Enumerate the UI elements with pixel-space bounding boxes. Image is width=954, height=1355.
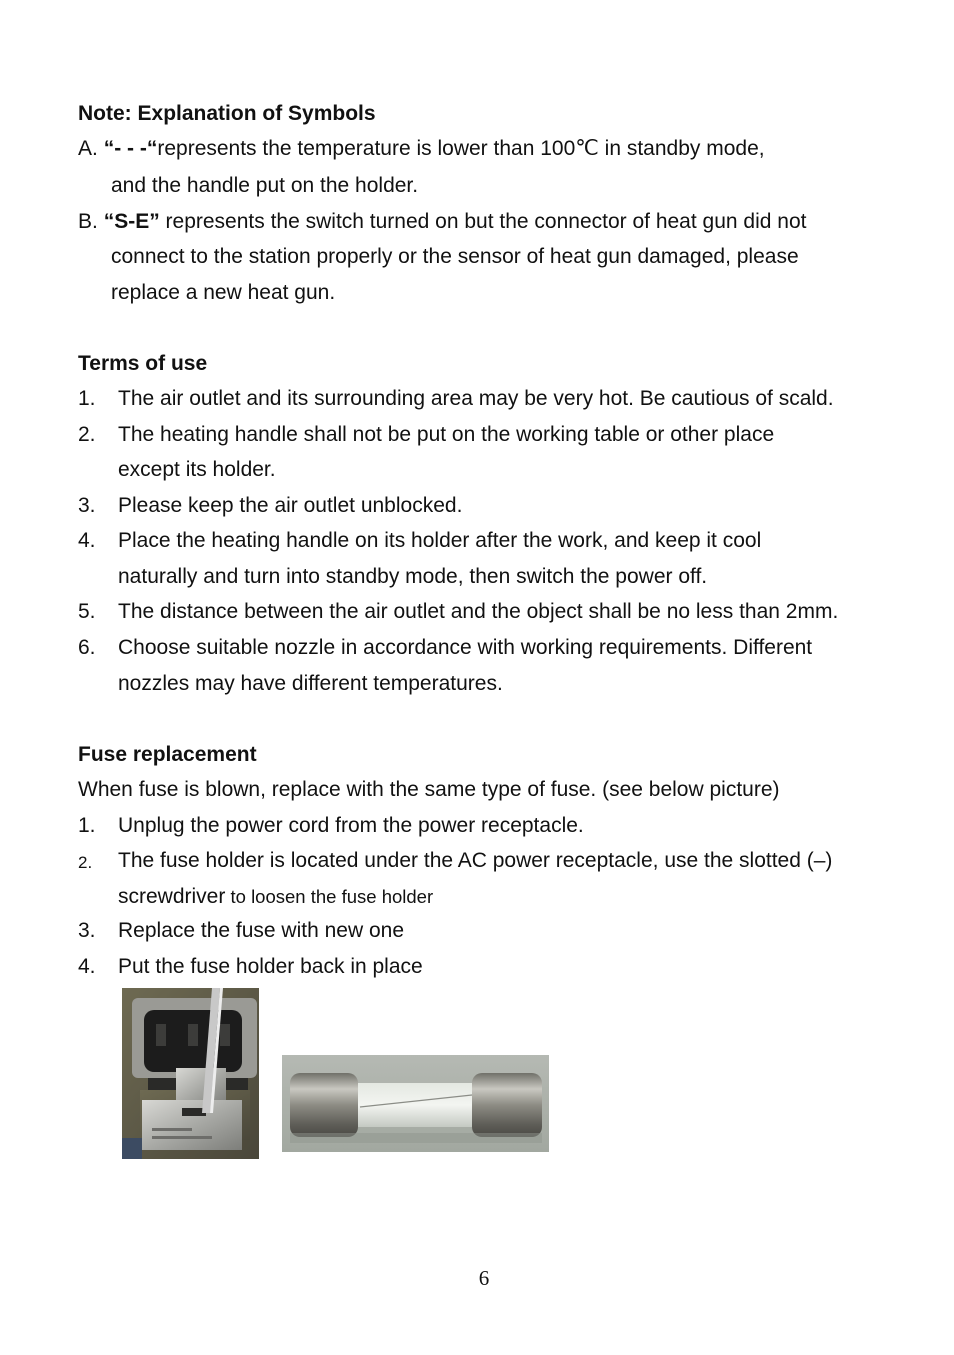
terms-item-1-line-1: The air outlet and its surrounding area may be very hot. Be cautious of scald. [118, 387, 834, 410]
page-number: 6 [478, 1266, 490, 1290]
fuse-item-3-line-1: Replace the fuse with new one [118, 919, 405, 942]
symbol-b-prefix: B. [78, 210, 104, 233]
terms-item-3-line-1: Please keep the air outlet unblocked. [118, 494, 463, 517]
symbol-b-text-1: represents the switch turned on but the connector of heat gun did not [159, 210, 807, 233]
terms-item-2-number: 2. [78, 423, 96, 446]
fuse-holder-photo [122, 988, 259, 1159]
fuse-item-2-line-2 [118, 884, 433, 910]
fuse-item-2-number: 2. [78, 853, 93, 872]
terms-item-2-line-1: The heating handle shall not be put on the working table or other place [118, 423, 775, 446]
fuse-heading: Fuse replacement [78, 743, 257, 766]
glass-fuse-photo [282, 1055, 549, 1152]
terms-item-6-line-1: Choose suitable nozzle in accordance with working requirements. Different [118, 636, 813, 659]
fuse-holder-photo-image [122, 988, 259, 1159]
glass-fuse-photo-image [282, 1055, 549, 1152]
fuse-item-2-line-1: The fuse holder is located under the AC power receptacle, use the slotted (–) [118, 849, 833, 872]
fuse-item-1-line-1: Unplug the power cord from the power receptacle. [118, 814, 584, 837]
fuse-intro: When fuse is blown, replace with the same type of fuse. (see below picture) [78, 778, 780, 801]
terms-item-3-number: 3. [78, 494, 96, 517]
symbol-a-symbol: “- - -“ [103, 137, 158, 160]
symbol-a-prefix: A. [78, 137, 104, 160]
fuse-item-2-line-2b: to loosen the fuse holder [225, 886, 434, 907]
fuse-item-4-number: 4. [78, 955, 96, 978]
terms-item-2-line-2: except its holder. [118, 458, 276, 481]
symbol-a-line-2: and the handle put on the holder. [111, 174, 419, 197]
note-title: Explanation of Symbols [137, 102, 376, 125]
symbol-a-line-1 [78, 136, 765, 162]
terms-item-5-line-1: The distance between the air outlet and the object shall be no less than 2mm. [118, 600, 839, 623]
terms-item-6-line-2: nozzles may have different temperatures. [118, 672, 503, 695]
terms-item-4-line-2: naturally and turn into standby mode, then switch the power off. [118, 565, 708, 588]
terms-item-4-number: 4. [78, 529, 96, 552]
symbol-a-text-1: represents the temperature is lower than 100℃ in standby mode, [157, 137, 765, 160]
symbol-b-line-1 [78, 209, 806, 235]
fuse-item-1-number: 1. [78, 814, 96, 837]
terms-item-5-number: 5. [78, 600, 96, 623]
symbol-b-symbol: “S-E” [103, 210, 160, 233]
terms-item-4-line-1: Place the heating handle on its holder after the work, and keep it cool [118, 529, 762, 552]
fuse-item-3-number: 3. [78, 919, 96, 942]
fuse-item-2-line-2a: screwdriver [118, 885, 226, 908]
fuse-item-4-line-1: Put the fuse holder back in place [118, 955, 423, 978]
symbol-b-line-3: replace a new heat gun. [111, 281, 336, 304]
terms-heading: Terms of use [78, 352, 208, 375]
terms-item-6-number: 6. [78, 636, 96, 659]
note-label: Note: [78, 102, 132, 125]
terms-item-1-number: 1. [78, 387, 96, 410]
symbol-b-line-2: connect to the station properly or the sensor of heat gun damaged, please [111, 245, 799, 268]
note-heading [78, 101, 376, 127]
